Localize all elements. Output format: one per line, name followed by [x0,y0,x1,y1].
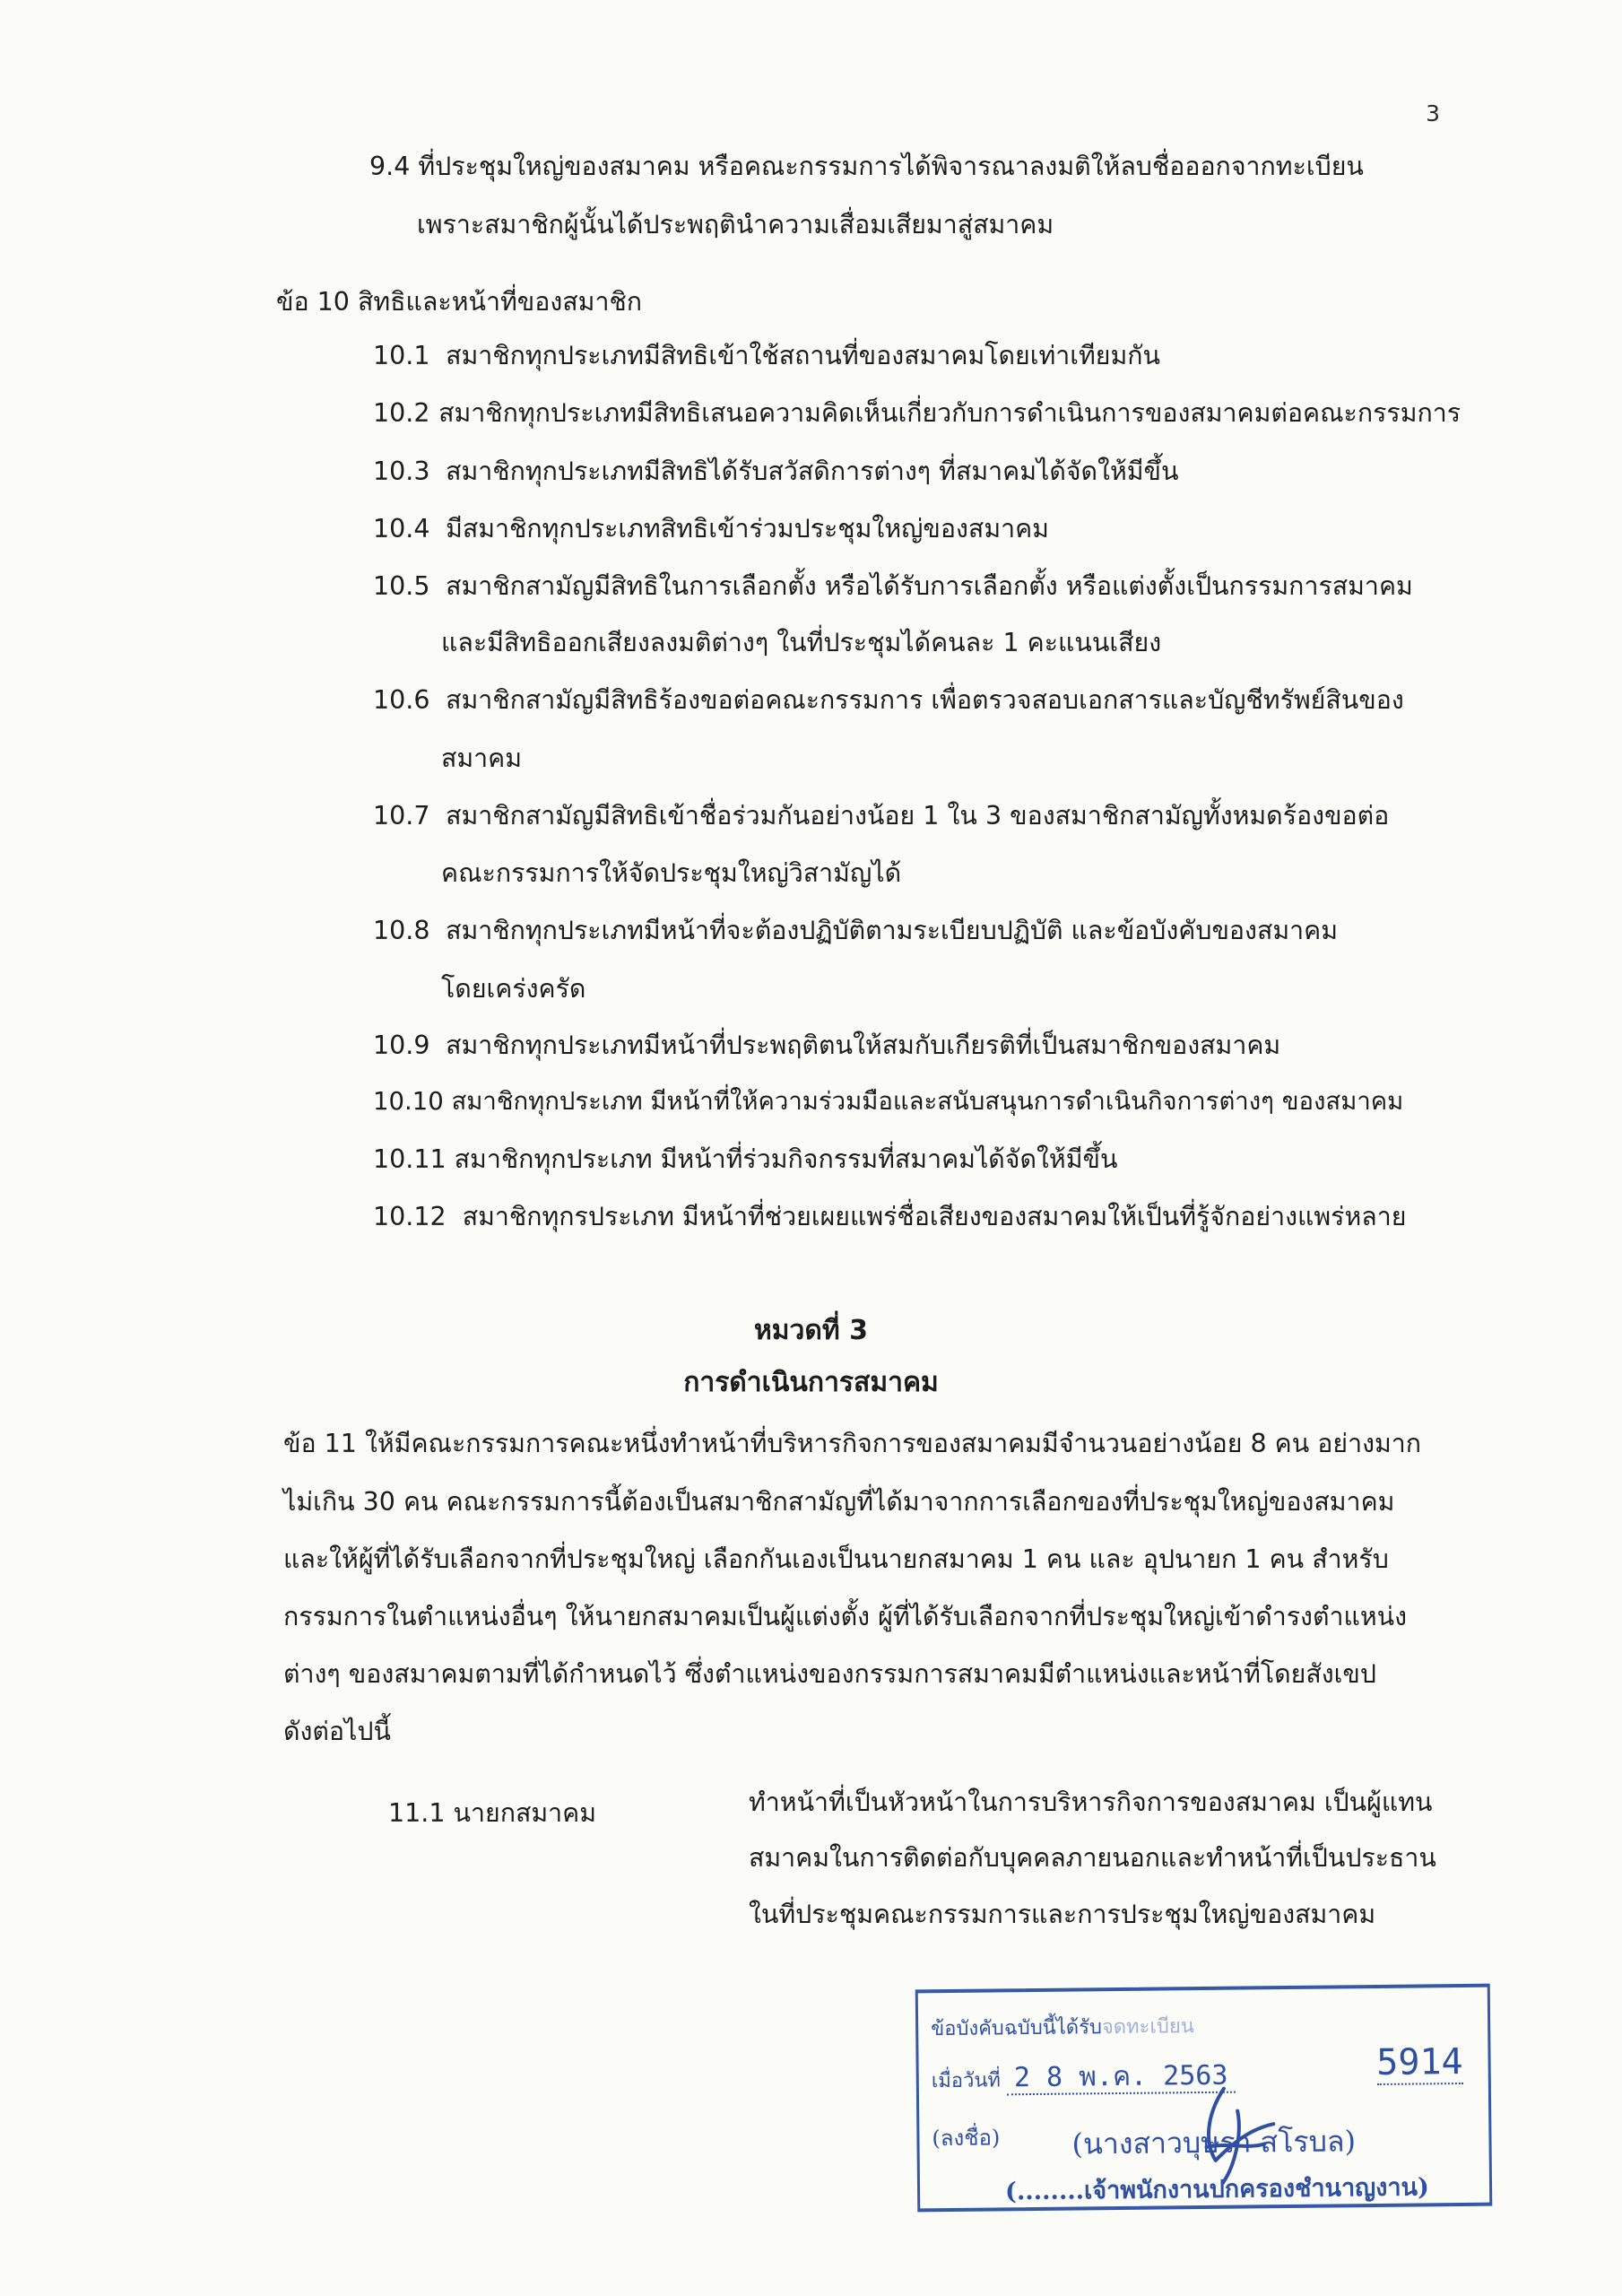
item-number: 10.6 [373,685,430,715]
clause-10-1 [373,341,1161,370]
item-text: สมาชิกทุกรประเภท มีหน้าที่ช่วยเผยแพร่ชื่อเสียงของสมาคมให้เป็นที่รู้จักอย่างแพร่หลาย [462,1202,1407,1231]
clause-10-12 [373,1202,1407,1231]
item-number: 10.3 [373,457,430,486]
role-11-1-line-1: ทำหน้าที่เป็นหัวหน้าในการบริหารกิจการของสมาคม เป็นผู้แทน [749,1787,1433,1817]
item-number: 10.11 [373,1144,447,1174]
item-number: 10.8 [373,916,430,945]
item-text: มีสมาชิกทุกประเภทสิทธิเข้าร่วมประชุมใหญ่ของสมาคม [446,514,1049,544]
item-text: สมาชิกทุกประเภทมีสิทธิเข้าใช้สถานที่ของสมาคมโดยเท่าเทียมกัน [446,341,1161,370]
chapter-label: หมวดที่ 3 [754,1315,868,1346]
item-number: 10.7 [373,801,430,831]
clause-10-3 [373,459,1179,485]
clause-10-11 [373,1144,1118,1174]
item-number: 10.12 [373,1202,447,1231]
item-number: 10.5 [373,571,430,601]
item-number: 10.2 [373,398,430,428]
item-number: 10.10 [373,1087,444,1116]
clause-10-8 [373,918,1338,944]
clause-10-4 [373,514,1049,544]
clause-10-6 [373,685,1404,715]
clause-11-line-6: ดังต่อไปนี้ [283,1717,391,1746]
item-text: สมาชิกสามัญมีสิทธิเข้าชื่อร่วมกันอย่างน้อย 1 ใน 3 ของสมาชิกสามัญทั้งหมดร้องขอต่อ [446,801,1390,831]
item-text: สมาชิกสามัญมีสิทธิร้องขอต่อคณะกรรมการ เพื่อตรวจสอบเอกสารและบัญชีทรัพย์สินของ [446,685,1404,715]
clause-10-6-continued: สมาคม [441,744,523,773]
clause-11-line-2: ไม่เกิน 30 คน คณะกรรมการนี้ต้องเป็นสมาชิกสามัญที่ได้มาจากการเลือกของที่ประชุมใหญ่ของสมาคม [283,1487,1395,1517]
clause-10-2 [373,398,1462,428]
item-text: สมาชิกทุกประเภท มีหน้าที่ให้ความร่วมมือและสนับสนุนการดำเนินกิจการต่างๆ ของสมาคม [451,1087,1404,1116]
page-number: 3 [1426,100,1440,126]
clause-11-line-5: ต่างๆ ของสมาคมตามที่ได้กำหนดไว้ ซึ่งตำแหน่งของกรรมการสมาคมมีตำแหน่งและหน้าที่โดยสังเขป [283,1659,1377,1689]
clause-9-4-line-1: 9.4 ที่ประชุมใหญ่ของสมาคม หรือคณะกรรมการได้พิจารณาลงมติให้ลบชื่อออกจากทะเบียน [369,152,1364,181]
role-11-1-line-2: สมาคมในการติดต่อกับบุคคลภายนอกและทำหน้าที่เป็นประธาน [749,1843,1436,1873]
stamp-code: 5914 [1376,2040,1463,2083]
stamp-officer-position: (........เจ้าพนักงานปกครองชำนาญงาน) [1004,2173,1429,2206]
stamp-registration-line [931,2010,1194,2044]
clause-10-title: ข้อ 10 สิทธิและหน้าที่ของสมาชิก [276,287,643,317]
clause-10-7-continued: คณะกรรมการให้จัดประชุมใหญ่วิสามัญได้ [441,858,902,888]
item-text: สมาชิกทุกประเภทมีหน้าที่ประพฤติตนให้สมกับเกียรติที่เป็นสมาชิกของสมาคม [446,1031,1281,1060]
item-text: สมาชิกทุกประเภทมีหน้าที่จะต้องปฏิบัติตามระเบียบปฏิบัติ และข้อบังคับของสมาคม [446,916,1339,945]
clause-10-8-continued: โดยเคร่งครัด [441,974,586,1004]
clause-9-4-line-2: เพราะสมาชิกผู้นั้นได้ประพฤตินำความเสื่อมเสียมาสู่สมาคม [417,210,1054,239]
clause-11-line-1: ข้อ 11 ให้มีคณะกรรมการคณะหนึ่งทำหน้าที่บริหารกิจการของสมาคมมีจำนวนอย่างน้อย 8 คน อย่างมาก [283,1429,1422,1458]
chapter-title: การดำเนินการสมาคม [683,1367,939,1398]
clause-10-5-continued: และมีสิทธิออกเสียงลงมติต่างๆ ในที่ประชุมได้คนละ 1 คะแนนเสียง [441,628,1162,657]
stamp-faded-text: จดทะเบียน [1101,2015,1194,2039]
item-text: สมาชิกทุกประเภท มีหน้าที่ร่วมกิจกรรมที่สมาคมได้จัดให้มีขึ้น [454,1144,1118,1174]
role-11-1-label: 11.1 นายกสมาคม [388,1798,596,1828]
role-11-1-line-3: ในที่ประชุมคณะกรรมการและการประชุมใหญ่ของสมาคม [749,1900,1376,1929]
item-text: สมาชิกทุกประเภทมีสิทธิเสนอความคิดเห็นเกี่ยวกับการดำเนินการของสมาคมต่อคณะกรรมการ [438,398,1462,428]
stamp-date-prefix: เมื่อวันที่ [931,2069,1002,2093]
clause-11-line-4: กรรมการในตำแหน่งอื่นๆ ให้นายกสมาคมเป็นผู้แต่งตั้ง ผู้ที่ได้รับเลือกจากที่ประชุมใหญ่เข้าดำรงตำแหน่ง [283,1602,1408,1631]
clause-10-10 [373,1087,1404,1116]
stamp-sign-label: (ลงชื่อ) [932,2125,1001,2152]
item-number: 10.9 [373,1031,430,1060]
clause-11-line-3: และให้ผู้ที่ได้รับเลือกจากที่ประชุมใหญ่ เลือกกันเองเป็นนายกสมาคม 1 คน และ อุปนายก 1 คน สำหรับ [283,1544,1389,1574]
stamp-officer-name: (นางสาวบุษรา สโรบล) [1071,2124,1357,2161]
item-text: สมาชิกทุกประเภทมีสิทธิได้รับสวัสดิการต่างๆ ที่สมาคมได้จัดให้มีขึ้น [446,457,1179,486]
clause-10-5 [373,571,1413,601]
clause-10-9 [373,1033,1280,1059]
registration-stamp [915,1984,1493,2213]
item-number: 10.1 [373,341,430,370]
clause-10-7 [373,801,1390,831]
stamp-date: 2 8 พ.ค. 2563 [1007,2060,1236,2096]
item-number: 10.4 [373,514,430,544]
item-text: สมาชิกสามัญมีสิทธิในการเลือกตั้ง หรือได้รับการเลือกตั้ง หรือแต่งตั้งเป็นกรรมการสมาคม [446,571,1413,601]
stamp-text: ข้อบังคับฉบับนี้ได้รับ [931,2016,1103,2041]
